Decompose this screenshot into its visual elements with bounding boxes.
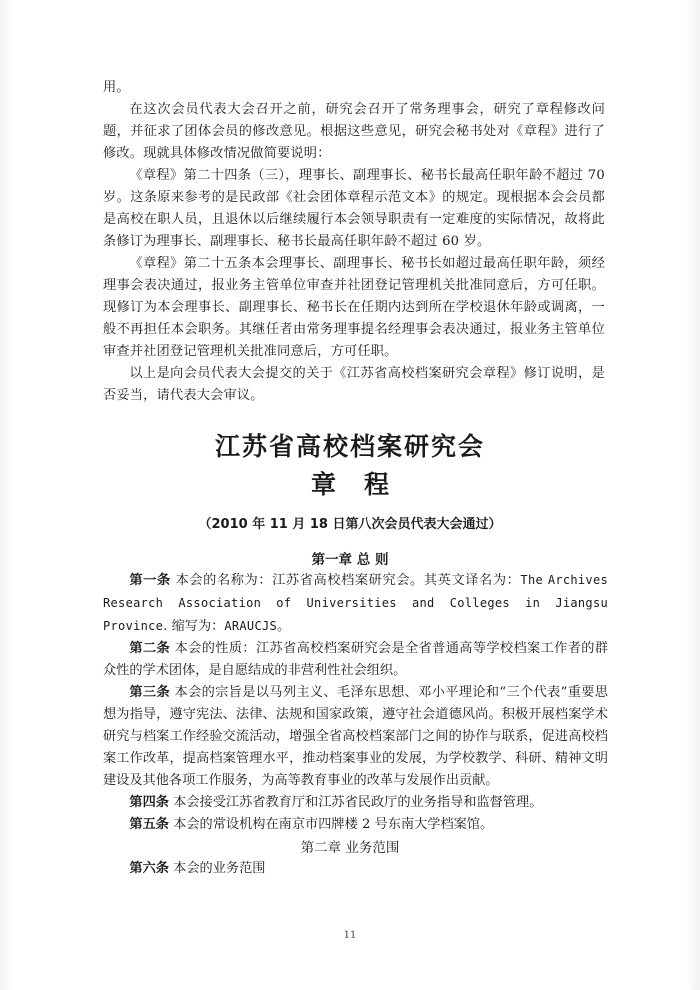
- charter-subtitle: [0, 465, 700, 501]
- article-1-english-3: Province: [103, 619, 164, 633]
- preface-paragraph-1: 在这次会员代表大会召开之前，研究会召开了常务理事会，研究了章程修改问题，并征求了团体会员的修改意见。根据这些意见，研究会秘书处对《章程》进行了修改。现就具体修改情况做简要说明：: [103, 102, 605, 161]
- article-6-text: 本会的业务范围: [168, 861, 266, 876]
- article-5-text: 本会的常设机构在南京市四牌楼 2 号东南大学档案馆。: [168, 817, 494, 832]
- article-1-end: 。: [277, 619, 291, 634]
- article-2-label: 第二条: [129, 641, 171, 656]
- charter-subtitle-text: 章程: [310, 470, 417, 499]
- article-1-label: 第一条: [129, 573, 171, 588]
- chapter-2-articles: [103, 858, 608, 880]
- article-5: [103, 814, 608, 836]
- article-1-abbr: ARAUCJS: [224, 619, 278, 633]
- chapter-1-articles: [103, 569, 608, 836]
- article-2: [103, 638, 608, 682]
- article-4-label: 第四条: [129, 795, 169, 810]
- chapter-2-heading: 第二章 业务范围: [300, 840, 400, 856]
- article-1-text: 本会的名称为：江苏省高校档案研究会。其英文译名为：: [170, 573, 521, 588]
- article-6: [103, 858, 608, 880]
- article-4: [103, 792, 608, 814]
- article-6-label: 第六条: [129, 861, 169, 876]
- preface-section: [103, 77, 605, 407]
- preface-paragraph-2: 《章程》第二十四条（三），理事长、副理事长、秘书长最高任职年龄不超过 70 岁。这条原来参考的是民政部《社会团体章程示范文本》的规定。现根据本会会员都是高校在职人员，且退休以后继续履行本会领导职责有一定难度的实际情况，故将此条修订为理事长、副理事长、秘书长最高任职年龄不超过 60 岁。: [103, 168, 605, 249]
- page-number: 11: [343, 930, 357, 941]
- article-1-english-1: The: [520, 573, 543, 587]
- article-3-text: 本会的宗旨是以马列主义、毛泽东思想、邓小平理论和“三个代表”重要思想为指导，遵守宪法、法律、法规和国家政策，遵守社会道德风尚。积极开展档案学术研究与档案工作经验交流活动，增强全省高校档案部门之间的协作与联系，促进高校档案工作改革，提高档案管理水平，推动档案事业的发展，为学校教学、科研、精神文明建设及其他各项工作服务，为高等教育事业的改革与发展作出贡献。: [103, 685, 608, 788]
- article-1: [103, 569, 608, 638]
- article-3-label: 第三条: [129, 685, 170, 700]
- article-5-label: 第五条: [129, 817, 169, 832]
- chapter-1-heading: 第一章 总 则: [311, 552, 389, 568]
- article-4-text: 本会接受江苏省教育厅和江苏省民政厅的业务指导和监督管理。: [168, 795, 543, 810]
- article-1-abbr-prefix: . 缩写为：: [163, 619, 225, 634]
- charter-title: 江苏省高校档案研究会: [214, 432, 485, 461]
- article-1-english-2: Archives Research Association of Universities and Colleges in Jiangsu: [103, 573, 609, 610]
- article-2-text: 本会的性质：江苏省高校档案研究会是全省普通高等学校档案工作者的群众性的学术团体，是自愿结成的非营利性社会组织。: [103, 641, 608, 678]
- article-3: [103, 682, 608, 792]
- preface-paragraph-4: 以上是向会员代表大会提交的关于《江苏省高校档案研究会章程》修订说明，是否妥当，请代表大会审议。: [103, 366, 605, 403]
- preface-paragraph-3: 《章程》第二十五条本会理事长、副理事长、秘书长如超过最高任职年龄，须经理事会表决通过，报业务主管单位审查并社团登记管理机关批准同意后，方可任职。现修订为本会理事长、副理事长、秘书长在任期内达到所在学校退休年龄或调离，一般不再担任本会职务。其继任者由常务理事提名经理事会表决通过，报业务主管单位审查并社团登记管理机关批准同意后，方可任职。: [103, 256, 605, 359]
- preface-continuation: 用。: [103, 80, 130, 95]
- approval-note: （2010 年 11 月 18 日第八次会员代表大会通过）: [198, 517, 502, 532]
